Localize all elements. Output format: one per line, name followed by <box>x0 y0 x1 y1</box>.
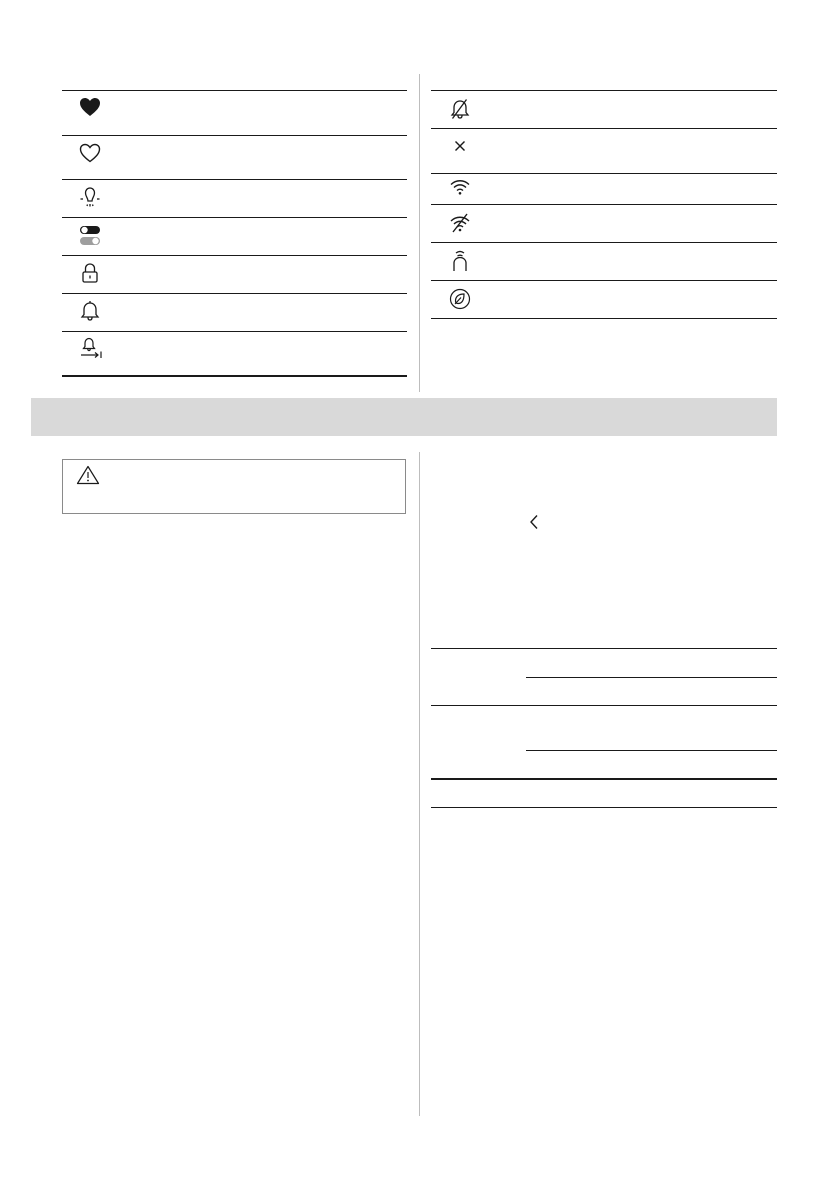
table-rule <box>62 217 407 218</box>
light-bulb-icon <box>79 186 101 208</box>
table-bottom-rule <box>431 318 777 319</box>
section-banner <box>31 398 777 436</box>
table-rule <box>431 705 777 706</box>
column-divider-top <box>419 74 420 392</box>
wifi-off-icon <box>449 212 471 234</box>
table-bottom-rule <box>62 375 407 377</box>
cross-icon <box>453 139 467 153</box>
table-rule <box>62 179 407 180</box>
bell-with-arrow-icon <box>79 337 103 359</box>
table-rule <box>431 90 777 91</box>
heart-outline-icon <box>79 143 101 163</box>
table-rule <box>431 128 777 129</box>
table-rule <box>431 280 777 281</box>
table-rule <box>431 648 777 649</box>
table-subrule <box>526 677 777 678</box>
table-rule <box>431 807 777 808</box>
table-rule <box>62 90 407 91</box>
table-rule <box>62 255 407 256</box>
warning-triangle-icon <box>76 465 100 485</box>
table-rule <box>62 135 407 136</box>
table-rule <box>431 173 777 174</box>
table-bottom-rule <box>431 778 777 780</box>
toggle-switches-icon <box>79 225 101 247</box>
bell-icon <box>79 300 101 322</box>
eco-leaf-icon <box>449 288 471 310</box>
table-rule <box>62 331 407 332</box>
column-divider-bottom <box>419 452 420 1116</box>
table-rule <box>431 204 777 205</box>
padlock-icon <box>80 262 100 284</box>
signal-dome-icon <box>450 249 470 273</box>
chevron-left-icon <box>528 514 540 530</box>
table-rule <box>431 242 777 243</box>
heart-filled-icon <box>79 97 101 117</box>
wifi-icon <box>449 178 471 196</box>
table-subrule <box>526 750 777 751</box>
warning-box <box>62 459 406 514</box>
bell-muted-icon <box>449 98 471 120</box>
table-rule <box>62 293 407 294</box>
